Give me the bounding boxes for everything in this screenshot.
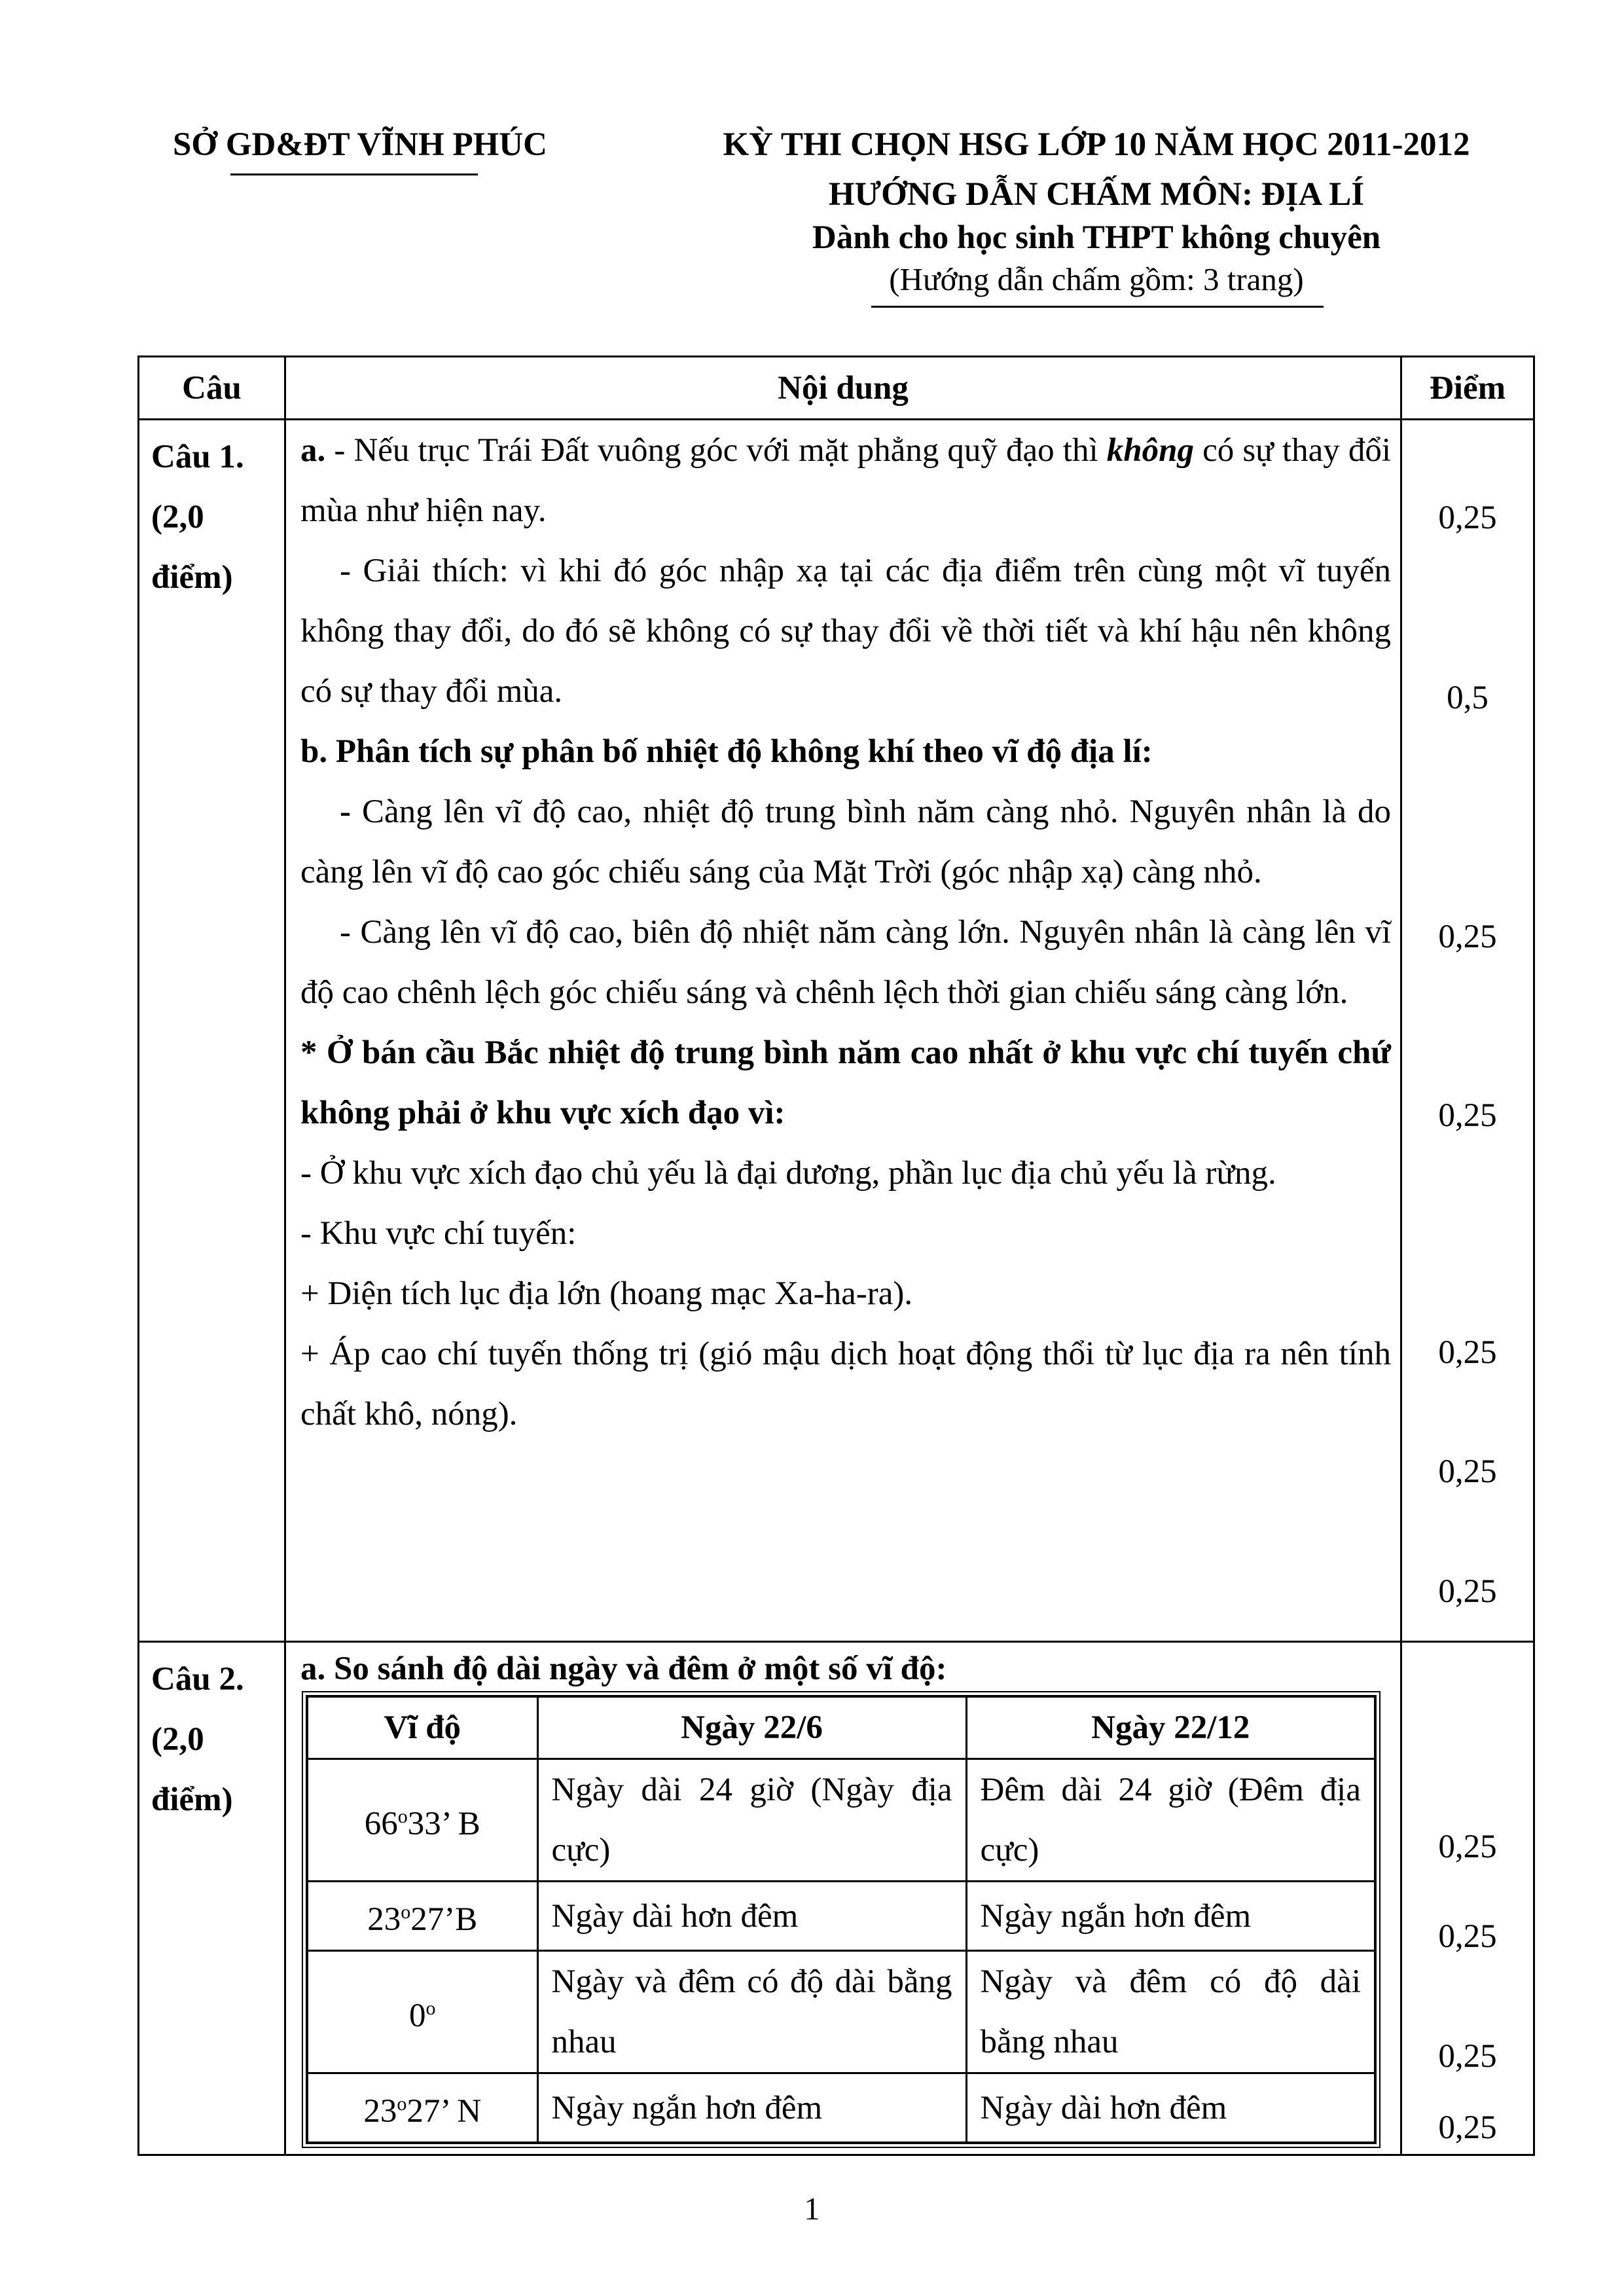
- question-1-row: [139, 420, 1534, 1642]
- question-2-row: [139, 1642, 1534, 2155]
- q1-label-line2: (2,0: [151, 499, 204, 536]
- degree-mark: o: [397, 2093, 407, 2115]
- col-june: Ngày 22/6: [537, 1696, 966, 1759]
- q1-score-6: 0,25: [1438, 1453, 1497, 1490]
- exam-title: KỲ THI CHỌN HSG LỚP 10 NĂM HỌC 2011-2012: [723, 126, 1470, 163]
- q1-a-text-after: có sự thay đổi mùa như hiện nay.: [300, 432, 1391, 529]
- lat-degree: 23: [363, 2093, 397, 2130]
- q2-label-line1: Câu 2.: [151, 1661, 244, 1698]
- question-1-scores: [1401, 420, 1534, 1642]
- q1-part-a: [300, 420, 1391, 541]
- day-night-table: [306, 1695, 1377, 2144]
- q1-label-line1: Câu 1.: [151, 439, 244, 475]
- december-cell: Đêm dài 24 giờ (Đêm địa cực): [966, 1759, 1375, 1882]
- q2-score-2: 0,25: [1438, 1918, 1497, 1955]
- december-cell: Ngày dài hơn đêm: [966, 2073, 1375, 2143]
- lat-degree: 23: [367, 1901, 401, 1938]
- department-name: SỞ GD&ĐT VĨNH PHÚC: [173, 126, 547, 163]
- december-cell: Ngày và đêm có độ dài bằng nhau: [966, 1951, 1375, 2073]
- q1-tropic-high: + Áp cao chí tuyến thống trị (gió mậu dịch hoạt động thổi từ lục địa ra nên tính chất khô, nóng).: [300, 1336, 1391, 1432]
- question-2-scores: [1401, 1642, 1534, 2155]
- lat-minutes: 33’ B: [407, 1805, 480, 1842]
- question-2-content: [285, 1642, 1401, 2155]
- q1-score-2: 0,5: [1447, 680, 1489, 716]
- q2-label-line2: (2,0: [151, 1721, 204, 1758]
- degree-mark: o: [425, 1997, 436, 2019]
- question-1-content: [285, 420, 1401, 1642]
- q1-b-point1-dash: -: [340, 793, 351, 830]
- degree-mark: o: [397, 1805, 408, 1827]
- latitude-cell: [307, 2073, 537, 2143]
- june-cell: Ngày ngắn hơn đêm: [537, 2073, 966, 2143]
- q1-equator-reason: - Ở khu vực xích đạo chủ yếu là đại dương, phần lục địa chủ yếu là rừng.: [300, 1155, 1276, 1192]
- june-cell: Ngày và đêm có độ dài bằng nhau: [537, 1951, 966, 2073]
- lat-minutes: 27’B: [410, 1901, 478, 1938]
- q1-tropic-land: + Diện tích lục địa lớn (hoang mạc Xa-ha-ra).: [300, 1275, 913, 1312]
- table-header-row: [139, 357, 1534, 420]
- header-question: Câu: [139, 357, 285, 420]
- page-count-note: (Hướng dẫn chấm gồm: 3 trang): [889, 261, 1304, 297]
- q1-score-4: 0,25: [1438, 1097, 1497, 1134]
- june-cell: Ngày dài hơn đêm: [537, 1882, 966, 1951]
- q2-a-heading: a. So sánh độ dài ngày và đêm ở một số vĩ độ:: [300, 1650, 947, 1687]
- latitude-cell: [307, 1759, 537, 1882]
- q1-score-5: 0,25: [1438, 1334, 1497, 1371]
- page-count-underline: [871, 306, 1324, 308]
- latitude-cell: [307, 1951, 537, 2073]
- grading-table: [137, 355, 1535, 2156]
- q1-a-prefix: a.: [300, 432, 326, 469]
- col-december: Ngày 22/12: [966, 1696, 1375, 1759]
- department-underline: [230, 173, 478, 175]
- q1-b-point2: - Càng lên vĩ độ cao, biên độ nhiệt năm càng lớn. Nguyên nhân là càng lên vĩ độ cao chênh lệch góc chiếu sáng và chênh lệch thời gian chiếu sáng càng lớn.: [300, 914, 1391, 1011]
- q1-label-line3: điểm): [151, 559, 233, 596]
- subject-title: HƯỚNG DẪN CHẤM MÔN: ĐỊA LÍ: [828, 176, 1365, 213]
- q1-score-3: 0,25: [1438, 919, 1497, 955]
- question-1-label: [139, 420, 285, 1642]
- table-row: [307, 1951, 1375, 2073]
- page-number: 1: [804, 2191, 820, 2227]
- header-content: Nội dung: [285, 357, 1401, 420]
- june-cell: Ngày dài 24 giờ (Ngày địa cực): [537, 1759, 966, 1882]
- table-row: [307, 1882, 1375, 1951]
- lat-minutes: 27’ N: [406, 2093, 482, 2130]
- latitude-cell: [307, 1882, 537, 1951]
- q1-a-emphasis: không: [1106, 432, 1194, 469]
- q1-b-heading: b. Phân tích sự phân bố nhiệt độ không khí theo vĩ độ địa lí:: [300, 733, 1153, 770]
- header-score: Điểm: [1401, 357, 1534, 420]
- q1-star-heading: * Ở bán cầu Bắc nhiệt độ trung bình năm cao nhất ở khu vực chí tuyến chứ không phải ở khu vực xích đạo vì:: [300, 1034, 1391, 1131]
- audience-line: Dành cho học sinh THPT không chuyên: [812, 219, 1381, 256]
- q2-score-3: 0,25: [1438, 2038, 1497, 2075]
- q1-a-text: - Nếu trục Trái Đất vuông góc với mặt phẳng quỹ đạo thì: [325, 432, 1107, 469]
- table-row: [307, 1759, 1375, 1882]
- q1-a-explanation: - Giải thích: vì khi đó góc nhập xạ tại các địa điểm trên cùng một vĩ tuyến không thay đổi, do đó sẽ không có sự thay đổi về thời tiết và khí hậu nên không có sự thay đổi mùa.: [300, 553, 1391, 710]
- lat-degree: 66: [364, 1805, 398, 1842]
- q1-b-point1-text: Càng lên vĩ độ cao, nhiệt độ trung bình năm càng nhỏ. Nguyên nhân là do càng lên vĩ độ cao góc chiếu sáng của Mặt Trời (góc nhập xạ) càng nhỏ.: [300, 793, 1391, 890]
- q2-label-line3: điểm): [151, 1781, 233, 1818]
- q2-score-1: 0,25: [1438, 1829, 1497, 1865]
- lat-degree: 0: [409, 1997, 426, 2034]
- q1-score-1: 0,25: [1438, 500, 1497, 536]
- q2-score-4: 0,25: [1438, 2109, 1497, 2146]
- q1-b-point1: [300, 782, 1391, 902]
- table-row: [307, 2073, 1375, 2143]
- col-latitude: Vĩ độ: [307, 1696, 537, 1759]
- day-night-header-row: [307, 1696, 1375, 1759]
- question-2-label: [139, 1642, 285, 2155]
- q1-score-7: 0,25: [1438, 1573, 1497, 1610]
- degree-mark: o: [401, 1901, 411, 1923]
- q1-tropic-heading: - Khu vực chí tuyến:: [300, 1215, 577, 1252]
- december-cell: Ngày ngắn hơn đêm: [966, 1882, 1375, 1951]
